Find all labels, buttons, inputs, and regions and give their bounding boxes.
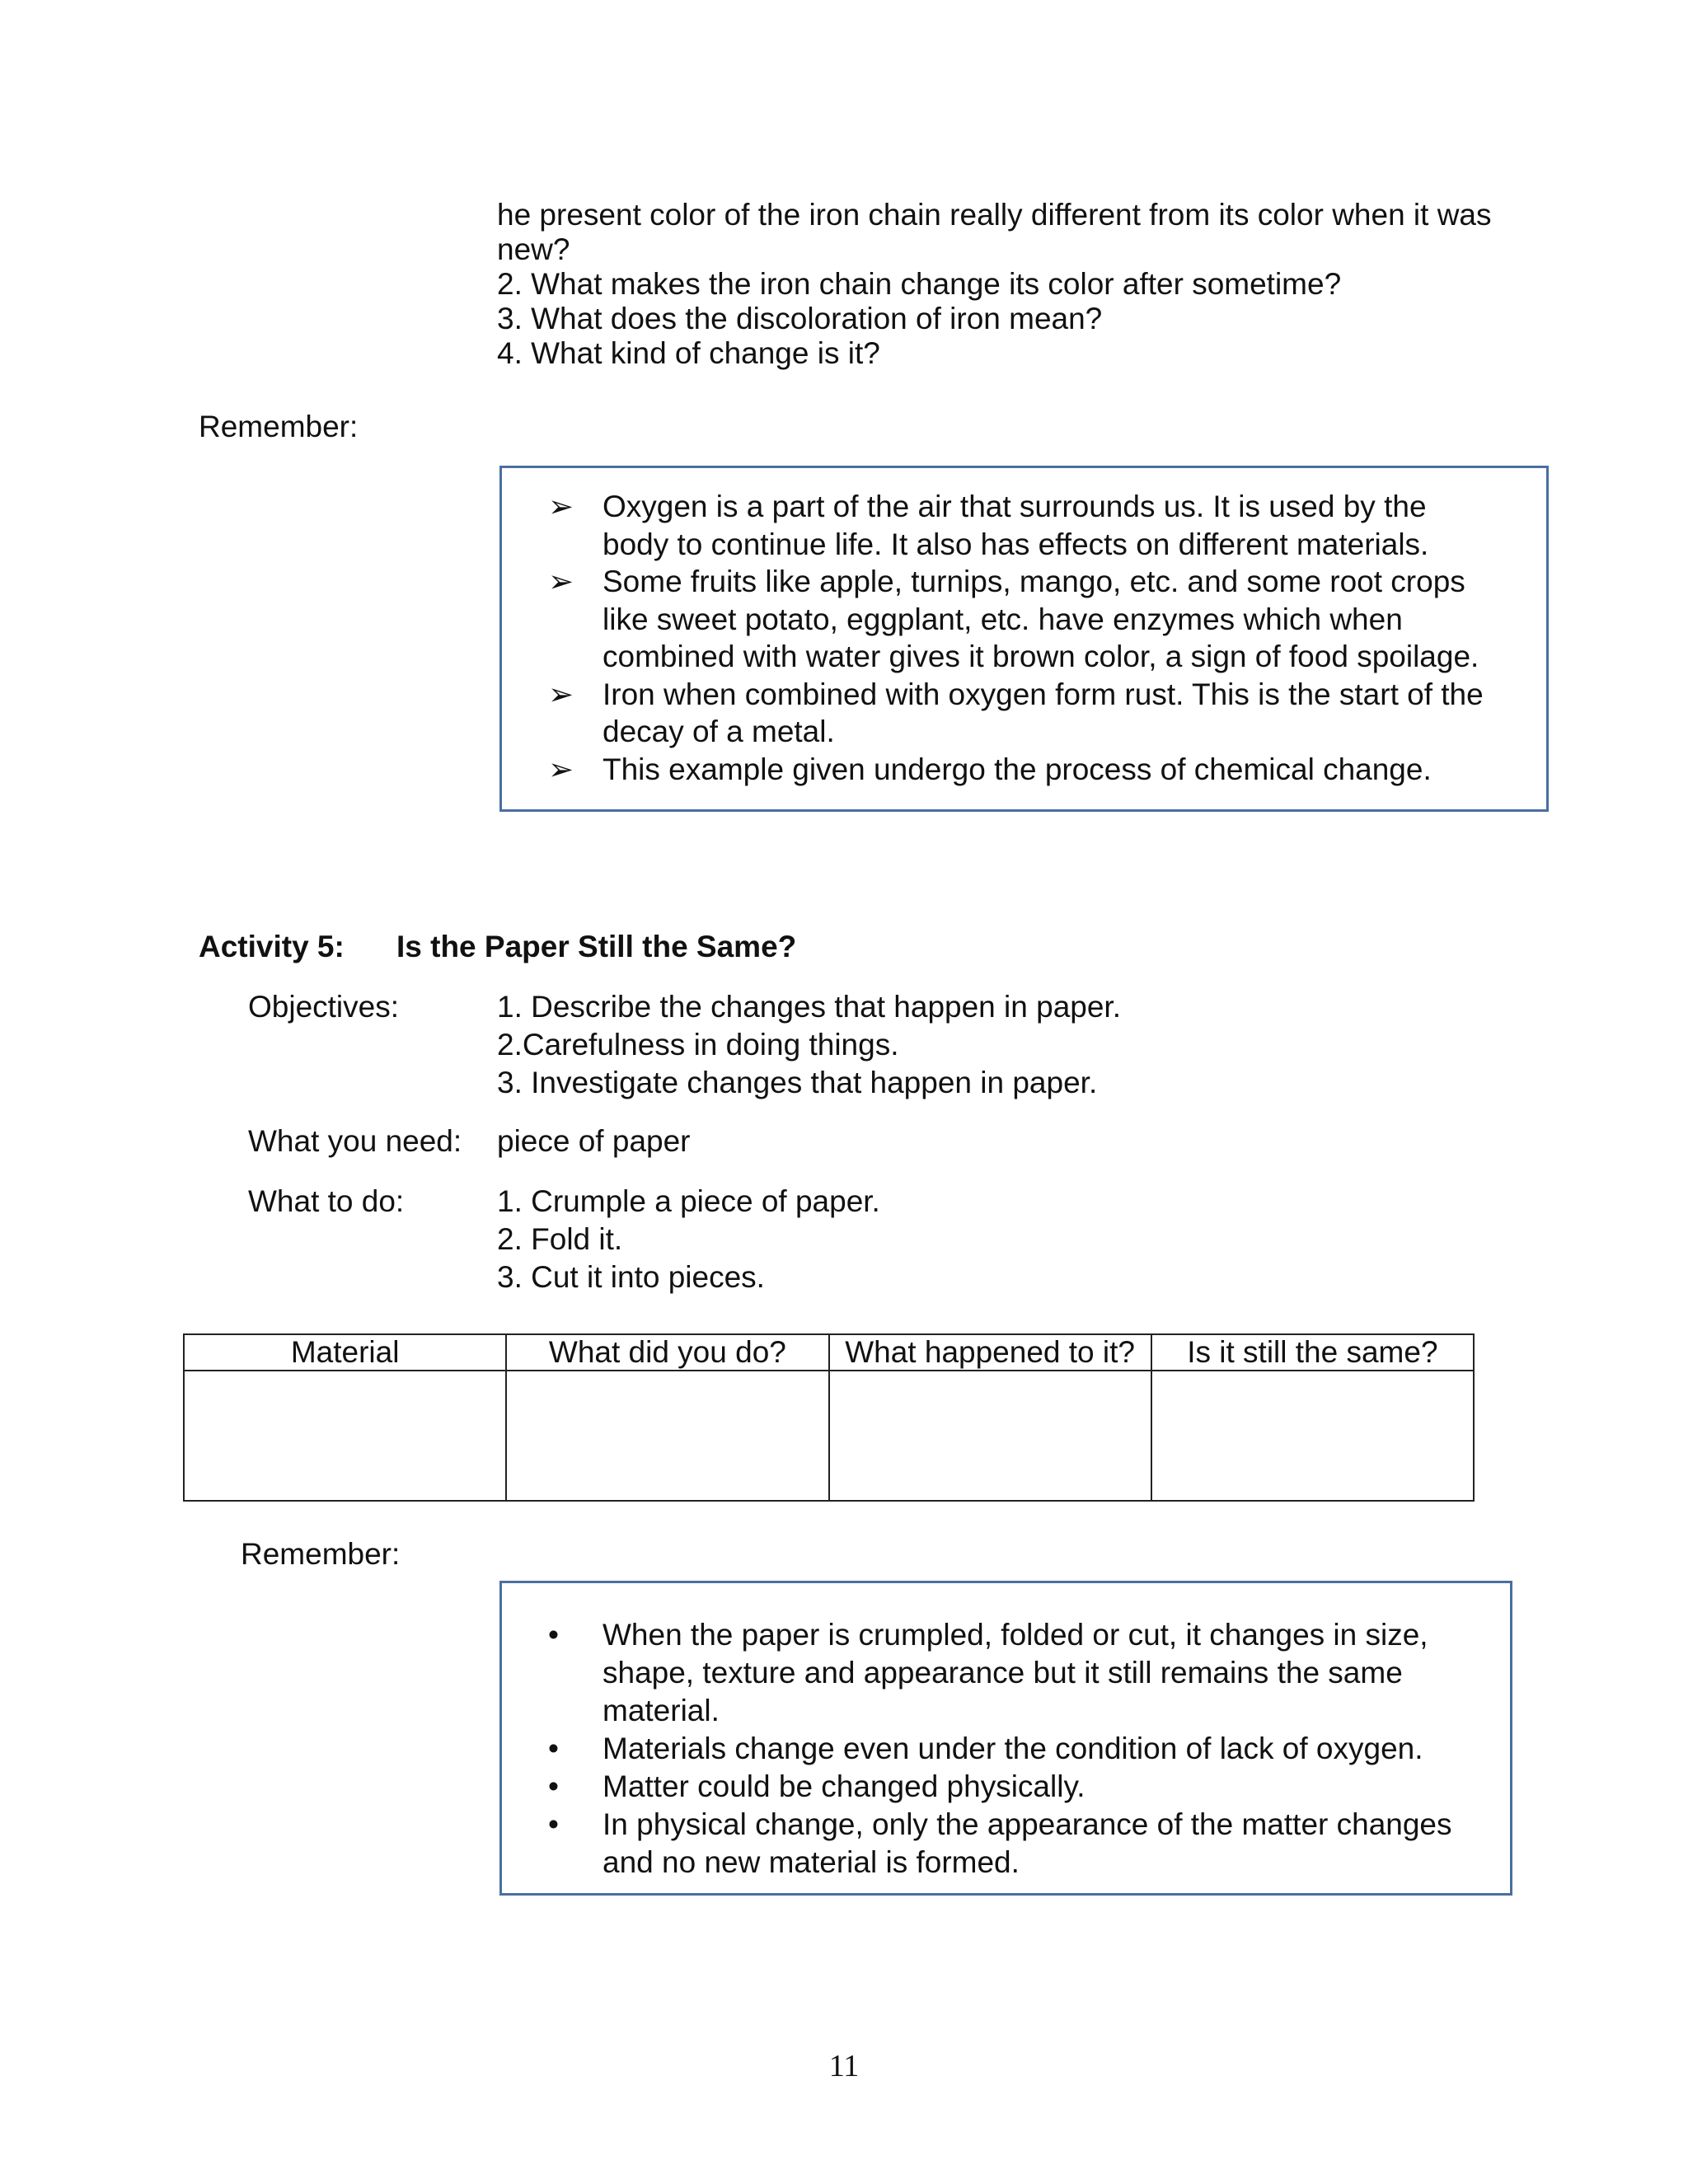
objectives-label: Objectives: [248, 990, 400, 1024]
bullet-icon: • [548, 1732, 559, 1765]
item-line: In physical change, only the appearance of the matter changes [603, 1807, 1452, 1841]
objectives-list [497, 988, 1121, 1102]
question-line: 4. What kind of change is it? [497, 336, 880, 370]
todo-list [497, 1183, 880, 1296]
page-number: 11 [828, 2049, 860, 2083]
item-line: like sweet potato, eggplant, etc. have enzymes which when [603, 602, 1403, 636]
observation-table [183, 1333, 1475, 1502]
activity-number: Activity 5: [199, 930, 345, 963]
objective-item: 3. Investigate changes that happen in paper. [497, 1066, 1098, 1099]
todo-item: 1. Crumple a piece of paper. [497, 1184, 880, 1218]
activity-title: Is the Paper Still the Same? [396, 930, 797, 963]
bullet-icon: • [548, 1807, 559, 1841]
remember-box-physical [499, 1581, 1512, 1896]
table-header-row [184, 1334, 1474, 1371]
item-line: When the paper is crumpled, folded or cut, it changes in size, [603, 1618, 1428, 1652]
item-line: decay of a metal. [603, 715, 835, 748]
arrow-bullet-icon: ➢ [548, 490, 574, 523]
activity-heading [199, 930, 796, 964]
question-line: he present color of the iron chain really different from its color when it was [497, 198, 1492, 232]
remember-item [548, 488, 1513, 563]
item-line: and no new material is formed. [603, 1845, 1020, 1879]
column-header-action: What did you do? [506, 1334, 828, 1371]
item-line: This example given undergo the process of chemical change. [603, 752, 1432, 786]
bullet-icon: • [548, 1618, 559, 1652]
arrow-bullet-icon: ➢ [548, 677, 574, 711]
item-line: material. [603, 1694, 720, 1727]
remember-heading: Remember: [199, 410, 359, 443]
item-line: body to continue life. It also has effects on different materials. [603, 527, 1429, 561]
bullet-icon: • [548, 1769, 559, 1803]
arrow-bullet-icon: ➢ [548, 565, 574, 598]
remember-item [548, 1768, 1477, 1806]
question-line: 3. What does the discoloration of iron mean? [497, 302, 1103, 335]
remember-item [548, 563, 1513, 676]
item-line: combined with water gives it brown color, a sign of food spoilage. [603, 640, 1479, 673]
table-cell-material[interactable] [184, 1371, 506, 1501]
item-line: Materials change even under the condition of lack of oxygen. [603, 1732, 1423, 1765]
table-row [184, 1371, 1474, 1501]
todo-item: 2. Fold it. [497, 1222, 623, 1256]
todo-label: What to do: [248, 1184, 405, 1218]
column-header-result: What happened to it? [829, 1334, 1151, 1371]
todo-item: 3. Cut it into pieces. [497, 1260, 765, 1294]
remember-list [548, 1616, 1477, 1882]
item-line: Some fruits like apple, turnips, mango, etc. and some root crops [603, 565, 1465, 598]
remember-item [548, 1806, 1477, 1882]
need-value: piece of paper [497, 1124, 691, 1158]
table-cell-result[interactable] [829, 1371, 1151, 1501]
question-line: new? [497, 232, 570, 266]
objective-item: 1. Describe the changes that happen in paper. [497, 990, 1121, 1024]
remember-heading: Remember: [241, 1537, 401, 1571]
item-line: Matter could be changed physically. [603, 1769, 1085, 1803]
remember-item [548, 1730, 1477, 1768]
item-line: shape, texture and appearance but it still remains the same [603, 1656, 1403, 1690]
remember-box-chemical [499, 466, 1549, 812]
column-header-same: Is it still the same? [1151, 1334, 1474, 1371]
objective-item: 2.Carefulness in doing things. [497, 1028, 899, 1062]
question-list [497, 198, 1519, 371]
remember-list [548, 488, 1513, 788]
column-header-material: Material [184, 1334, 506, 1371]
remember-item [548, 751, 1513, 789]
remember-item [548, 676, 1513, 751]
question-line: 2. What makes the iron chain change its color after sometime? [497, 267, 1342, 301]
arrow-bullet-icon: ➢ [548, 752, 574, 786]
table-cell-action[interactable] [506, 1371, 828, 1501]
item-line: Oxygen is a part of the air that surrounds us. It is used by the [603, 490, 1427, 523]
need-label: What you need: [248, 1124, 462, 1158]
table-cell-same[interactable] [1151, 1371, 1474, 1501]
remember-item [548, 1616, 1477, 1730]
item-line: Iron when combined with oxygen form rust. This is the start of the [603, 677, 1484, 711]
